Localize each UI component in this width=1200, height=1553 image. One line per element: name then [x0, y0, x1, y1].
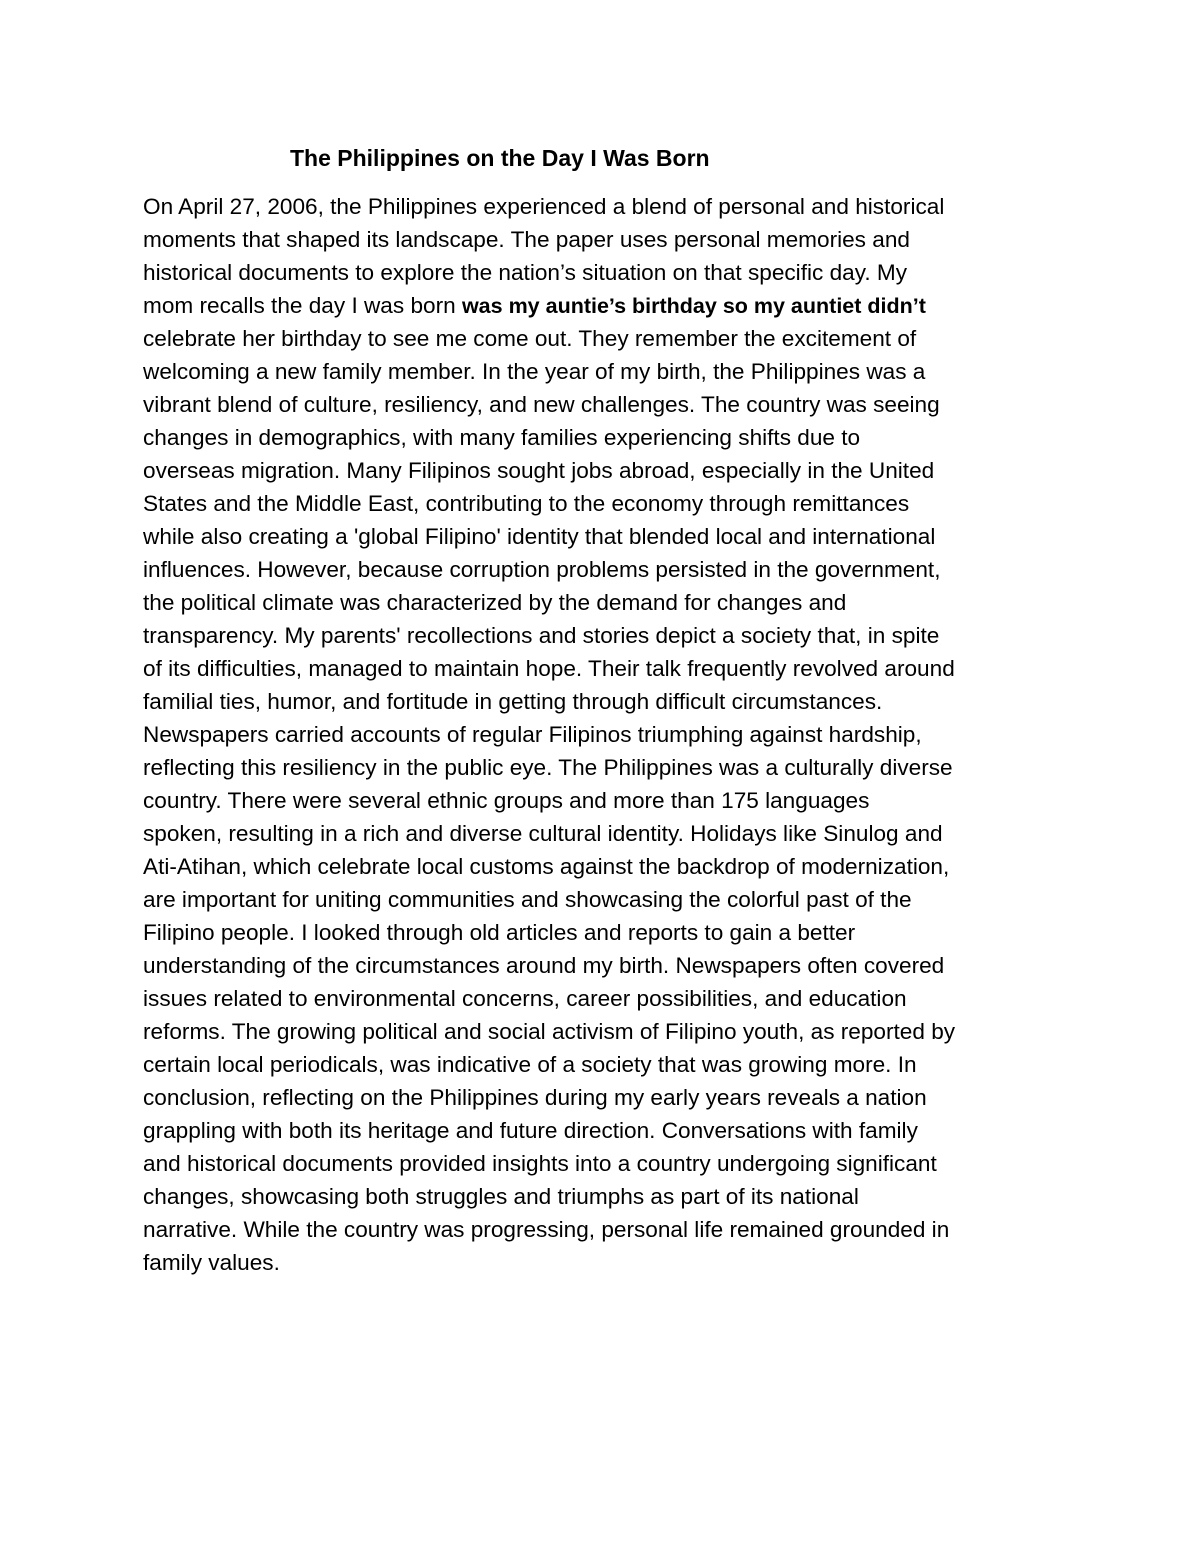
- text-line: spoken, resulting in a rich and diverse cultural identity. Holidays like Sinulog and: [143, 821, 943, 846]
- text-run-plain: mom recalls the day I was born: [143, 293, 462, 318]
- text-line: of its difficulties, managed to maintain hope. Their talk frequently revolved around: [143, 656, 955, 681]
- text-line: country. There were several ethnic groups and more than 175 languages: [143, 788, 870, 813]
- text-line: grappling with both its heritage and future direction. Conversations with family: [143, 1118, 918, 1143]
- text-line: On April 27, 2006, the Philippines experienced a blend of personal and historical: [143, 194, 945, 219]
- text-line: States and the Middle East, contributing to the economy through remittances: [143, 491, 910, 516]
- text-line: family values.: [143, 1250, 280, 1275]
- text-run-emphasized: was my auntie’s birthday so my auntiet didn’t: [461, 294, 926, 318]
- text-line-mixed: [143, 289, 1063, 322]
- text-line: vibrant blend of culture, resiliency, and new challenges. The country was seeing: [143, 392, 940, 417]
- text-line: conclusion, reflecting on the Philippines during my early years reveals a nation: [143, 1085, 927, 1110]
- text-line: the political climate was characterized by the demand for changes and: [143, 590, 847, 615]
- text-line: transparency. My parents' recollections and stories depict a society that, in spite: [143, 623, 940, 648]
- text-line: reflecting this resiliency in the public eye. The Philippines was a culturally diverse: [143, 755, 953, 780]
- text-line: celebrate her birthday to see me come out. They remember the excitement of: [143, 326, 917, 351]
- text-line: welcoming a new family member. In the year of my birth, the Philippines was a: [143, 359, 926, 384]
- text-line: changes in demographics, with many families experiencing shifts due to: [143, 425, 861, 450]
- text-line: Filipino people. I looked through old articles and reports to gain a better: [143, 920, 856, 945]
- text-line: overseas migration. Many Filipinos sought jobs abroad, especially in the United: [143, 458, 935, 483]
- text-line: issues related to environmental concerns, career possibilities, and education: [143, 986, 907, 1011]
- text-line: narrative. While the country was progressing, personal life remained grounded in: [143, 1217, 950, 1242]
- text-line: Newspapers carried accounts of regular Filipinos triumphing against hardship,: [143, 722, 922, 747]
- text-line: familial ties, humor, and fortitude in getting through difficult circumstances.: [143, 689, 883, 714]
- text-line: understanding of the circumstances around my birth. Newspapers often covered: [143, 953, 945, 978]
- text-line: influences. However, because corruption problems persisted in the government,: [143, 557, 941, 582]
- essay-body: [143, 190, 1063, 1279]
- text-line: changes, showcasing both struggles and triumphs as part of its national: [143, 1184, 859, 1209]
- text-line: reforms. The growing political and social activism of Filipino youth, as reported by: [143, 1019, 956, 1044]
- text-line: moments that shaped its landscape. The paper uses personal memories and: [143, 227, 910, 252]
- text-line: certain local periodicals, was indicative of a society that was growing more. In: [143, 1052, 917, 1077]
- text-line: while also creating a 'global Filipino' identity that blended local and international: [143, 524, 936, 549]
- page-title: The Philippines on the Day I Was Born: [290, 145, 710, 171]
- text-line: historical documents to explore the nation’s situation on that specific day. My: [143, 260, 907, 285]
- text-line: and historical documents provided insights into a country undergoing significant: [143, 1151, 937, 1176]
- text-line: are important for uniting communities and showcasing the colorful past of the: [143, 887, 912, 912]
- text-line: Ati-Atihan, which celebrate local customs against the backdrop of modernization,: [143, 854, 950, 879]
